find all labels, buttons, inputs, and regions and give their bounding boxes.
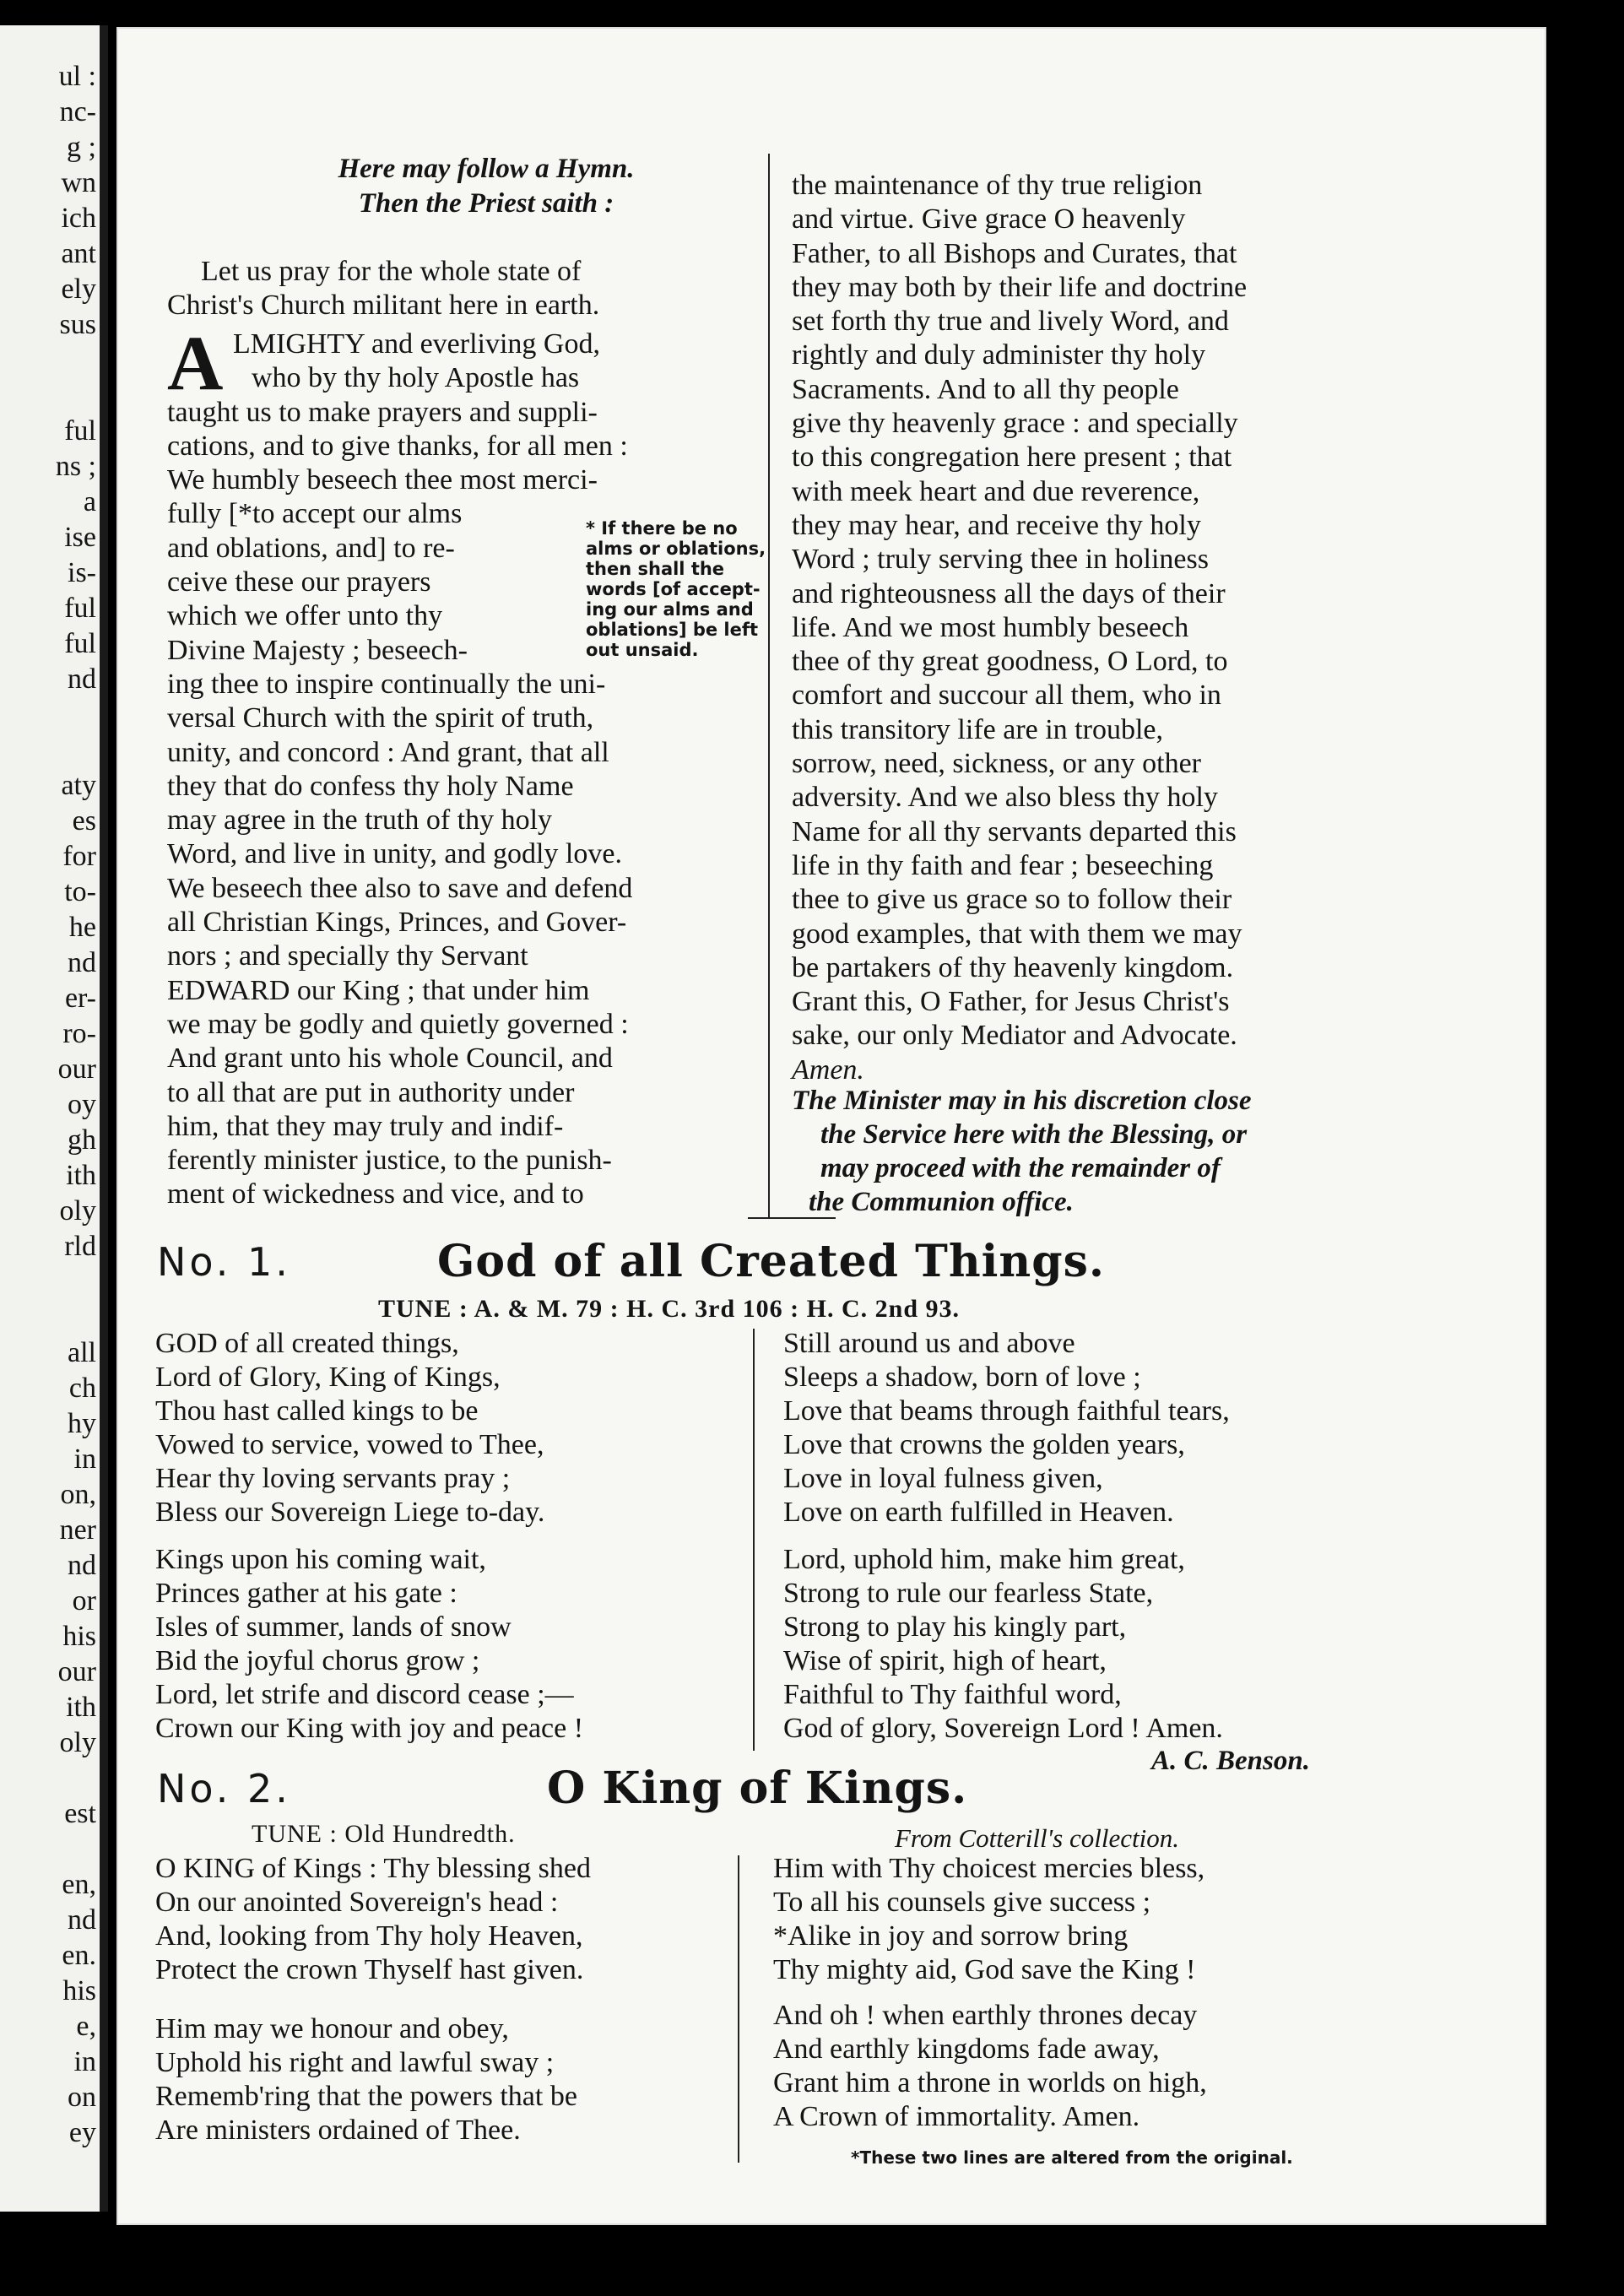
- strip-fragment: hy: [68, 1408, 96, 1439]
- rubric-line: may proceed with the remainder of: [820, 1153, 1221, 1183]
- prayer-line: EDWARD our King ; that under him: [167, 974, 590, 1006]
- strip-fragment: [12, 733, 96, 768]
- strip-fragment: es: [72, 805, 96, 837]
- side-note-line: words [of accept-: [586, 579, 761, 599]
- verse-line: Him may we honour and obey,: [155, 2013, 509, 2044]
- prayer-line: ing thee to inspire continually the uni-: [167, 668, 606, 700]
- strip-fragment: ful: [64, 628, 96, 659]
- strip-fragment: our: [57, 1053, 96, 1085]
- strip-fragment: on: [68, 2082, 96, 2113]
- strip-fragment: oly: [59, 1727, 96, 1758]
- verse-line: God of glory, Sovereign Lord ! Amen.: [783, 1713, 1223, 1744]
- strip-fragment: ant: [61, 238, 96, 269]
- strip-fragment: e,: [76, 2011, 96, 2042]
- hymn2-number: No. 2.: [157, 1766, 291, 1811]
- verse-line: Princes gather at his gate :: [155, 1578, 457, 1609]
- rubric: [792, 1084, 1252, 1219]
- prayer-line: Grant this, O Father, for Jesus Christ's: [792, 986, 1230, 1018]
- dropcap: A: [167, 320, 224, 406]
- prayer-line: Name for all thy servants departed this: [792, 815, 1237, 847]
- verse-line: Love that beams through faithful tears,: [783, 1395, 1230, 1427]
- hymn1-number: No. 1.: [157, 1239, 291, 1285]
- strip-fragment: his: [62, 1621, 96, 1652]
- prayer-right-column: [792, 169, 1247, 1087]
- strip-fragment: wn: [61, 167, 96, 198]
- prayer-line: cations, and to give thanks, for all men :: [167, 430, 628, 462]
- strip-fragment: ely: [61, 273, 96, 305]
- prayer-line: ferently minister justice, to the punish-: [167, 1145, 612, 1177]
- verse-line: Bless our Sovereign Liege to-day.: [155, 1497, 545, 1528]
- prayer-line: him, that they may truly and indif-: [167, 1110, 564, 1142]
- strip-fragment: ful: [64, 415, 96, 447]
- prayer-line: nors ; and specially thy Servant: [167, 940, 528, 972]
- prayer-line: they may hear, and receive thy holy: [792, 509, 1201, 541]
- prayer-line: Word, and live in unity, and godly love.: [167, 838, 622, 870]
- hymn2-right-verses: [773, 1852, 1207, 2134]
- strip-fragment: ner: [59, 1514, 96, 1546]
- prayer-line: good examples, that with them we may: [792, 918, 1242, 950]
- strip-fragment: ith: [66, 1160, 96, 1191]
- verse-line: Thy mighty aid, God save the King !: [773, 1954, 1196, 1985]
- verse-line: Lord of Glory, King of Kings,: [155, 1362, 501, 1393]
- intro-line: Let us pray for the whole state of: [201, 256, 582, 287]
- hymn2-footnote: *These two lines are altered from the original.: [851, 2147, 1293, 2168]
- verse-line: Still around us and above: [783, 1328, 1075, 1359]
- prayer-line: and oblations, and] to re-: [167, 532, 455, 564]
- section-rule: [748, 1217, 836, 1219]
- verse-line: Lord, let strife and discord cease ;—: [155, 1679, 574, 1710]
- hymn1-divider: [753, 1329, 755, 1751]
- strip-fragment: ch: [68, 1373, 96, 1404]
- strip-fragment: ful: [64, 593, 96, 624]
- strip-fragment: ith: [66, 1692, 96, 1723]
- prayer-line: And grant unto his whole Council, and: [167, 1042, 613, 1075]
- strip-fragment: nc-: [59, 96, 96, 127]
- verse-line: Are ministers ordained of Thee.: [155, 2115, 521, 2146]
- prayer-intro: [167, 255, 599, 323]
- prayer-line: this transitory life are in trouble,: [792, 713, 1163, 745]
- strip-fragment: ul :: [58, 61, 96, 92]
- prayer-line: rightly and duly administer thy holy: [792, 339, 1206, 371]
- verse-line: Strong to play his kingly part,: [783, 1611, 1127, 1643]
- verse-line: To all his counsels give success ;: [773, 1887, 1151, 1918]
- verse-line: GOD of all created things,: [155, 1328, 459, 1359]
- hymn1-author: A. C. Benson.: [1151, 1746, 1310, 1776]
- prayer-line: Divine Majesty ; beseech-: [167, 634, 468, 666]
- rubric-line: the Service here with the Blessing, or: [820, 1119, 1248, 1150]
- strip-fragment: g ;: [67, 132, 96, 163]
- side-note-line: * If there be no: [586, 518, 738, 539]
- verse-line: O KING of Kings : Thy blessing shed: [155, 1853, 591, 1884]
- adjacent-page-text: [12, 59, 96, 2151]
- strip-fragment: for: [62, 841, 96, 872]
- strip-fragment: nd: [68, 947, 96, 978]
- verse-line: And earthly kingdoms fade away,: [773, 2033, 1160, 2065]
- heading-line: Then the Priest saith :: [358, 188, 614, 219]
- strip-fragment: nd: [68, 1550, 96, 1581]
- verse-line: Bid the joyful chorus grow ;: [155, 1645, 480, 1676]
- prayer-line: to all that are put in authority under: [167, 1076, 575, 1108]
- strip-fragment: his: [62, 1975, 96, 2006]
- prayer-line: and virtue. Give grace O heavenly: [792, 203, 1186, 236]
- prayer-line: comfort and succour all them, who in: [792, 680, 1221, 712]
- hymn2-source: From Cotterill's collection.: [895, 1823, 1179, 1853]
- prayer-line: sake, our only Mediator and Advocate.: [792, 1020, 1237, 1052]
- strip-fragment: est: [64, 1798, 96, 1829]
- hymn1-left-verses: [155, 1327, 583, 1746]
- intro-line: Christ's Church militant here in earth.: [167, 290, 600, 322]
- section-heading: [216, 154, 756, 219]
- prayer-line: set forth thy true and lively Word, and: [792, 306, 1229, 338]
- prayer-line: thee of thy great goodness, O Lord, to: [792, 646, 1228, 678]
- strip-fragment: ro-: [62, 1018, 96, 1049]
- prayer-line: fully [*to accept our alms: [167, 498, 463, 530]
- verse-line: Lord, uphold him, make him great,: [783, 1544, 1185, 1575]
- hymn2-title: O King of Kings.: [547, 1763, 968, 1814]
- heading-line: Here may follow a Hymn.: [338, 154, 635, 184]
- prayer-line: taught us to make prayers and suppli-: [167, 396, 598, 428]
- prayer-line: Amen.: [792, 1053, 864, 1086]
- strip-fragment: sus: [59, 309, 96, 340]
- strip-fragment: to-: [64, 876, 96, 907]
- page-gutter: [100, 25, 108, 2212]
- strip-fragment: er-: [64, 983, 96, 1014]
- strip-fragment: he: [68, 912, 96, 943]
- verse-line: Rememb'ring that the powers that be: [155, 2081, 577, 2112]
- prayer-line: who by thy holy Apostle has: [252, 362, 580, 394]
- strip-fragment: [12, 1832, 96, 1867]
- prayer-line: which we offer unto thy: [167, 600, 443, 632]
- prayer-line: thee to give us grace so to follow their: [792, 884, 1232, 916]
- verse-line: Isles of summer, lands of snow: [155, 1611, 512, 1643]
- verse-line: Kings upon his coming wait,: [155, 1544, 486, 1575]
- verse-line: Vowed to service, vowed to Thee,: [155, 1429, 544, 1460]
- strip-fragment: ise: [64, 522, 96, 553]
- prayer-line: We beseech thee also to save and defend: [167, 872, 633, 904]
- hymn1-right-verses: [783, 1327, 1230, 1746]
- strip-fragment: gh: [68, 1124, 96, 1156]
- strip-fragment: [12, 343, 96, 378]
- hymn2-divider: [738, 1855, 739, 2163]
- prayer-line: Word ; truly serving thee in holiness: [792, 544, 1209, 576]
- hymn1-title: God of all Created Things.: [437, 1236, 1105, 1287]
- strip-fragment: ns ;: [55, 451, 96, 482]
- prayer-line: life. And we most humbly beseech: [792, 611, 1189, 643]
- strip-fragment: ich: [61, 203, 96, 234]
- prayer-line: We humbly beseech thee most merci-: [167, 464, 598, 496]
- strip-fragment: nd: [68, 1904, 96, 1936]
- strip-fragment: [12, 1264, 96, 1300]
- strip-fragment: oy: [68, 1089, 96, 1120]
- strip-fragment: [12, 1761, 96, 1796]
- prayer-line: Sacraments. And to all thy people: [792, 373, 1179, 405]
- verse-line: On our anointed Sovereign's head :: [155, 1887, 559, 1918]
- verse-line: Grant him a throne in worlds on high,: [773, 2067, 1207, 2098]
- prayer-line: may agree in the truth of thy holy: [167, 804, 553, 837]
- strip-fragment: all: [68, 1337, 96, 1368]
- strip-fragment: or: [72, 1585, 96, 1616]
- verse-line: Faithful to Thy faithful word,: [783, 1679, 1122, 1710]
- strip-fragment: [12, 378, 96, 414]
- verse-line: And oh ! when earthly thrones decay: [773, 2000, 1198, 2031]
- column-divider: [768, 154, 770, 1217]
- verse-line: Strong to rule our fearless State,: [783, 1578, 1154, 1609]
- verse-line: Him with Thy choicest mercies bless,: [773, 1853, 1205, 1884]
- strip-fragment: in: [73, 1443, 96, 1475]
- adjacent-page-strip: [0, 25, 108, 2212]
- verse-line: Love that crowns the golden years,: [783, 1429, 1185, 1460]
- strip-fragment: a: [83, 486, 96, 517]
- prayer-line: Father, to all Bishops and Curates, that: [792, 237, 1237, 269]
- prayer-line: all Christian Kings, Princes, and Gover-: [167, 907, 627, 939]
- strip-fragment: nd: [68, 663, 96, 695]
- side-note-line: alms or oblations,: [586, 539, 766, 559]
- prayer-line: ment of wickedness and vice, and to: [167, 1178, 584, 1210]
- verse-line: And, looking from Thy holy Heaven,: [155, 1920, 583, 1952]
- side-note: [586, 518, 766, 660]
- verse-line: *Alike in joy and sorrow bring: [773, 1920, 1129, 1952]
- strip-fragment: ey: [68, 2117, 96, 2148]
- side-note-line: out unsaid.: [586, 640, 699, 660]
- verse-line: Sleeps a shadow, born of love ;: [783, 1362, 1141, 1393]
- strip-fragment: en.: [62, 1940, 96, 1971]
- prayer-line: sorrow, need, sickness, or any other: [792, 748, 1201, 780]
- strip-fragment: aty: [61, 770, 96, 801]
- document-page: [116, 27, 1546, 2225]
- strip-fragment: is-: [68, 557, 96, 588]
- prayer-line: be partakers of thy heavenly kingdom.: [792, 951, 1234, 983]
- prayer-line: give thy heavenly grace : and specially: [792, 408, 1238, 440]
- verse-line: Love on earth fulfilled in Heaven.: [783, 1497, 1174, 1528]
- hymn1-tune: TUNE : A. & M. 79 : H. C. 3rd 106 : H. C. 2nd 93.: [378, 1295, 961, 1323]
- prayer-line: LMIGHTY and everliving God,: [233, 328, 600, 360]
- prayer-line: life in thy faith and fear ; beseeching: [792, 849, 1214, 881]
- prayer-line: they may both by their life and doctrine: [792, 271, 1248, 303]
- strip-fragment: en,: [62, 1869, 96, 1900]
- strip-fragment: rld: [64, 1231, 96, 1262]
- hymn2-tune: TUNE : Old Hundredth.: [252, 1820, 516, 1848]
- prayer-line: the maintenance of thy true religion: [792, 170, 1203, 201]
- rubric-line: The Minister may in his discretion close: [792, 1086, 1252, 1116]
- verse-line: Crown our King with joy and peace !: [155, 1713, 584, 1744]
- prayer-line: ceive these our prayers: [167, 566, 431, 598]
- side-note-line: ing our alms and: [586, 599, 754, 620]
- verse-line: Hear thy loving servants pray ;: [155, 1463, 511, 1494]
- verse-line: Uphold his right and lawful sway ;: [155, 2047, 555, 2078]
- prayer-line: unity, and concord : And grant, that all: [167, 736, 609, 768]
- verse-line: Wise of spirit, high of heart,: [783, 1645, 1107, 1676]
- verse-line: Love in loyal fulness given,: [783, 1463, 1103, 1494]
- prayer-line: with meek heart and due reverence,: [792, 475, 1200, 507]
- verse-line: Protect the crown Thyself hast given.: [155, 1954, 584, 1985]
- side-note-line: oblations] be left: [586, 620, 759, 640]
- prayer-line: versal Church with the spirit of truth,: [167, 702, 594, 734]
- strip-fragment: our: [57, 1656, 96, 1687]
- verse-line: A Crown of immortality. Amen.: [773, 2101, 1140, 2132]
- strip-fragment: in: [73, 2046, 96, 2077]
- strip-fragment: [12, 1300, 96, 1335]
- strip-fragment: on,: [60, 1479, 96, 1510]
- prayer-line: adversity. And we also bless thy holy: [792, 782, 1218, 814]
- rubric-line: the Communion office.: [809, 1187, 1074, 1217]
- prayer-line: and righteousness all the days of their: [792, 577, 1226, 609]
- strip-fragment: [12, 697, 96, 733]
- hymn2-left-verses: [155, 1852, 591, 2147]
- prayer-line: we may be godly and quietly governed :: [167, 1008, 629, 1040]
- prayer-line: they that do confess thy holy Name: [167, 770, 574, 802]
- prayer-line: to this congregation here present ; that: [792, 441, 1232, 474]
- side-note-line: then shall the: [586, 559, 725, 579]
- verse-line: Thou hast called kings to be: [155, 1395, 479, 1427]
- strip-fragment: oly: [59, 1195, 96, 1227]
